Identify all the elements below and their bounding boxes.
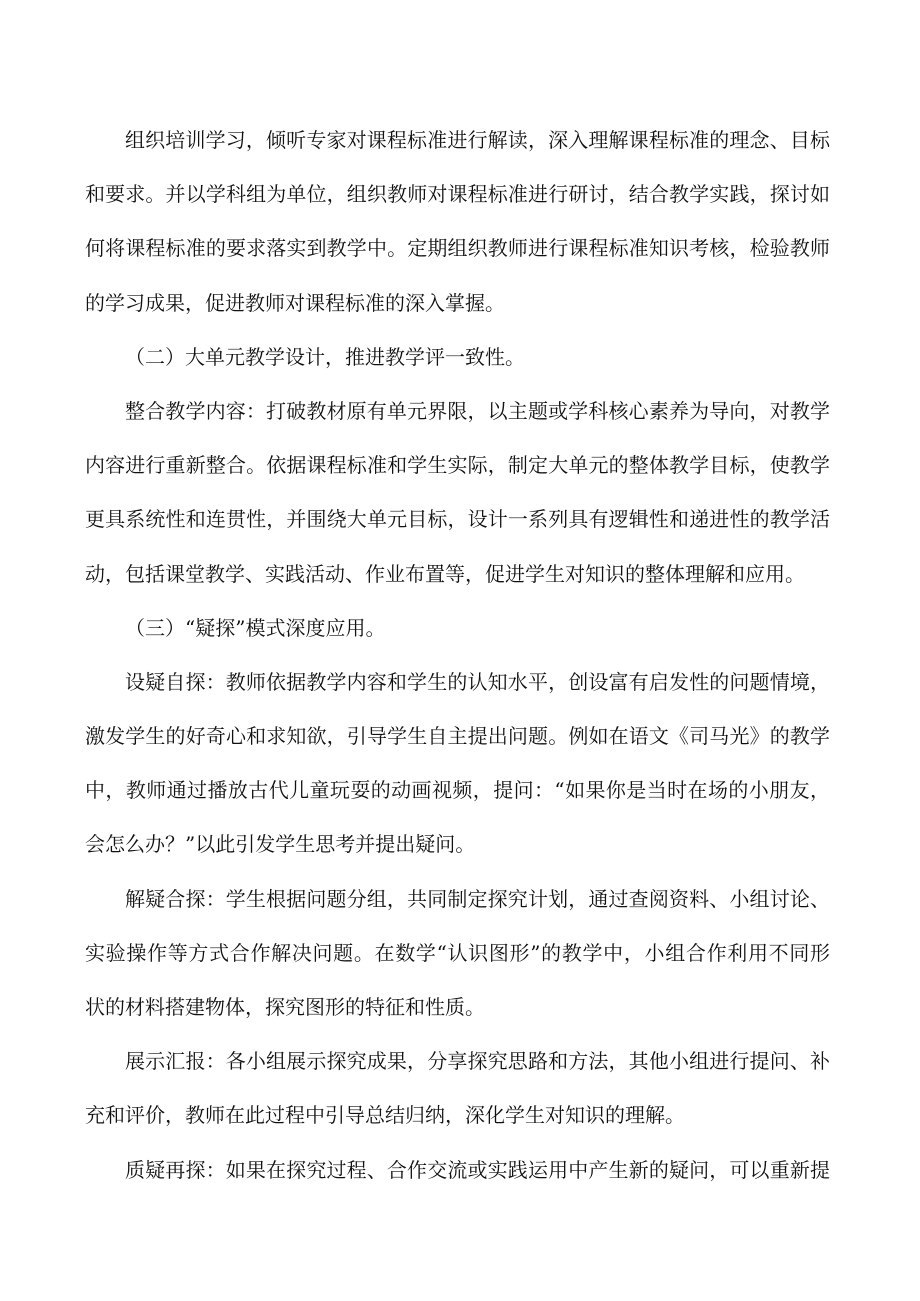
- text-line: 的学习成果，促进教师对课程标准的深入掌握。: [85, 290, 505, 315]
- text-line: 展示汇报：各小组展示探究成果，分享探究思路和方法，其他小组进行提问、补: [125, 1049, 830, 1074]
- text-line: 更具系统性和连贯性，并围绕大单元目标，设计一系列具有逻辑性和递进性的教学活: [85, 507, 830, 532]
- text-line: 质疑再探：如果在探究过程、合作交流或实践运用中产生新的疑问，可以重新提: [125, 1157, 830, 1182]
- text-line: 和要求。并以学科组为单位，组织教师对课程标准进行研讨，结合教学实践，探讨如: [85, 182, 830, 207]
- section-heading: [85, 601, 830, 655]
- text-line: 解疑合探：学生根据问题分组，共同制定探究计划，通过查阅资料、小组讨论、: [125, 886, 830, 911]
- text-line: 整合教学内容：打破教材原有单元界限，以主题或学科核心素养为导向，对教学: [125, 398, 830, 423]
- text-line: 内容进行重新整合。依据课程标准和学生实际，制定大单元的整体教学目标，使教学: [85, 453, 830, 478]
- text-line: 何将课程标准的要求落实到教学中。定期组织教师进行课程标准知识考核，检验教师: [85, 236, 830, 261]
- paragraph: [85, 872, 830, 1035]
- text-line: 状的材料搭建物体，探究图形的特征和性质。: [85, 995, 485, 1019]
- paragraph: [85, 113, 830, 330]
- document-page: [85, 113, 830, 1197]
- text-line: 实验操作等方式合作解决问题。在数学“认识图形”的教学中，小组合作利用不同形: [85, 940, 830, 965]
- text-line: 激发学生的好奇心和求知欲，引导学生自主提出问题。例如在语文《司马光》的教学: [85, 724, 830, 749]
- paragraph: [85, 384, 830, 601]
- text-line: （二）大单元教学设计，推进教学评一致性。: [125, 344, 525, 369]
- paragraph: [85, 655, 830, 872]
- text-line: 会怎么办？”以此引发学生思考并提出疑问。: [85, 832, 476, 857]
- text-line: （三）“疑探”模式深度应用。: [125, 615, 386, 640]
- text-line: 设疑自探：教师依据教学内容和学生的认知水平，创设富有启发性的问题情境，: [125, 669, 830, 694]
- text-line: 充和评价，教师在此过程中引导总结归纳，深化学生对知识的理解。: [85, 1103, 685, 1128]
- text-line: 动，包括课堂教学、实践活动、作业布置等，促进学生对知识的整体理解和应用。: [85, 561, 805, 586]
- text-line: 中，教师通过播放古代儿童玩耍的动画视频，提问：“如果你是当时在场的小朋友，: [85, 778, 830, 803]
- section-heading: [85, 330, 830, 384]
- text-line: 组织培训学习，倾听专家对课程标准进行解读，深入理解课程标准的理念、目标: [125, 128, 830, 152]
- paragraph: [85, 1143, 830, 1197]
- paragraph: [85, 1034, 830, 1142]
